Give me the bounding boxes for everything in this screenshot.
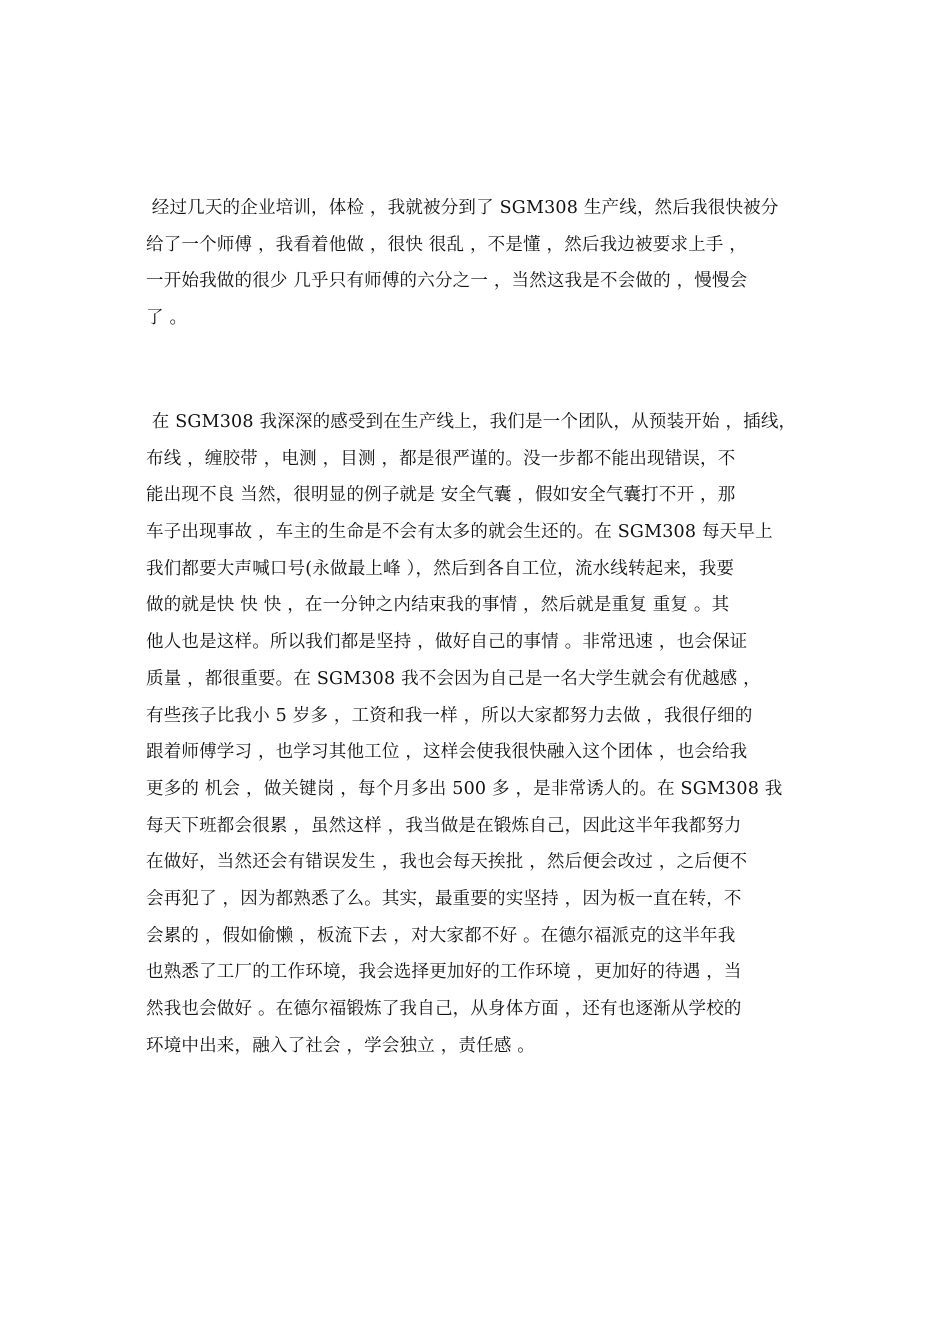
text-line: 他人也是这样。所以我们都是坚持 ，做好自己的事情 。非常迅速 ，也会保证 xyxy=(146,632,748,653)
text-line: 能出现不良 当然，很明显的例子就是 安全气囊 ，假如安全气囊打不开 ，那 xyxy=(146,485,736,506)
text-line: 有些孩子比我小 5 岁多 ，工资和我一样 ，所以大家都努力去做 ，我很仔细的 xyxy=(146,705,753,726)
text-line: 会累的 ，假如偷懒 ，板流下去 ，对大家都不好 。在德尔福派克的这半年我 xyxy=(146,925,736,946)
text-line: 质量 ，都很重要。在 SGM308 我不会因为自己是一名大学生就会有优越感 ， xyxy=(146,668,761,689)
text-line: 了 。 xyxy=(146,308,188,329)
text-line: 在 SGM308 我深深的感受到在生产线上，我们是一个团队，从预装开始 ，插线， xyxy=(146,412,797,432)
paragraph-1 xyxy=(146,190,826,337)
text-line: 每天下班都会很累 ，虽然这样 ，我当做是在锻炼自己，因此这半年我都努力 xyxy=(146,815,742,836)
text-line: 也熟悉了工厂的工作环境，我会选择更加好的工作环境 ，更加好的待遇 ，当 xyxy=(146,962,742,983)
paragraph-2 xyxy=(146,404,826,1064)
text-line: 然我也会做好 。在德尔福锻炼了我自己，从身体方面 ，还有也逐渐从学校的 xyxy=(146,999,742,1019)
text-line: 会再犯了 ，因为都熟悉了么。其实，最重要的实坚持 ，因为板一直在转，不 xyxy=(146,888,742,909)
text-line: 做的就是快 快 快 ，在一分钟之内结束我的事情 ，然后就是重复 重复 。其 xyxy=(146,595,730,616)
text-line: 车子出现事故 ，车主的生命是不会有太多的就会生还的。在 SGM308 每天早上 xyxy=(146,522,773,543)
text-line: 在做好，当然还会有错误发生 ，我也会每天挨批 ，然后便会改过 ，之后便不 xyxy=(146,852,748,873)
text-line: 跟着师傅学习 ，也学习其他工位 ，这样会使我很快融入这个团体 ，也会给我 xyxy=(146,742,748,763)
text-line: 给了一个师傅 ，我看着他做 ，很快 很乱 ，不是懂 ，然后我边被要求上手 ， xyxy=(146,234,747,255)
text-line: 我们都要大声喊口号(永做最上峰 ），然后到各自工位，流水线转起来，我要 xyxy=(146,558,735,579)
text-line: 经过几天的企业培训，体检 ，我就被分到了 SGM308 生产线，然后我很快被分 xyxy=(146,198,779,218)
text-line: 布线 ，缠胶带 ，电测 ，目测 ，都是很严谨的。没一步都不能出现错误，不 xyxy=(146,448,736,469)
text-line: 更多的 机会 ，做关键岗 ，每个月多出 500 多 ，是非常诱人的。在 SGM308 我 xyxy=(146,778,783,799)
text-line: 一开始我做的很少 几乎只有师傅的六分之一 ，当然这我是不会做的 ，慢慢会 xyxy=(146,271,748,292)
text-line: 环境中出来，融入了社会 ，学会独立 ，责任感 。 xyxy=(146,1035,535,1056)
